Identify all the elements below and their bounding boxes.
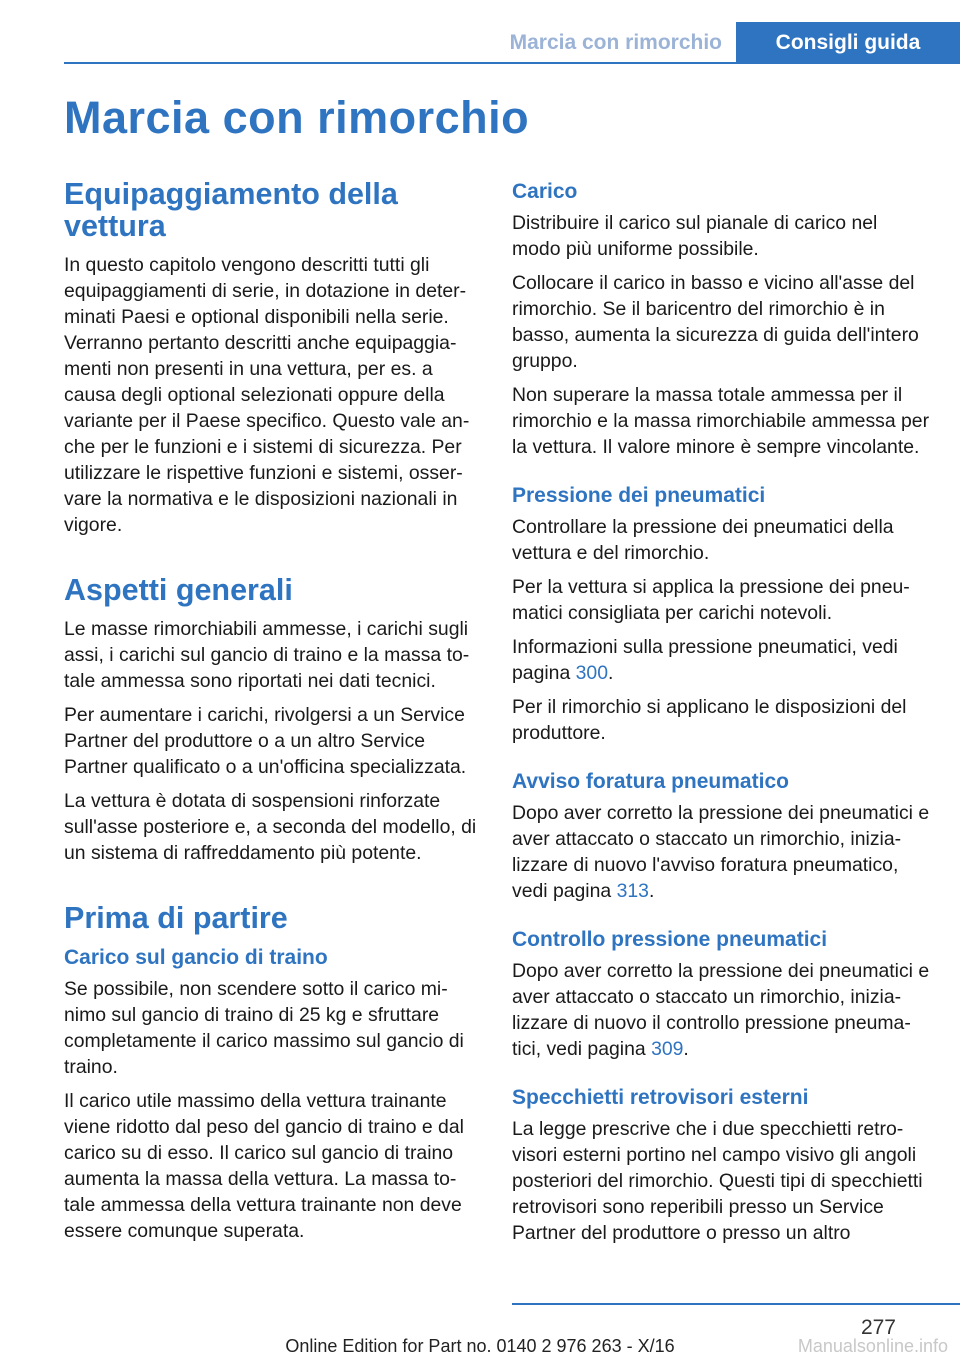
section-tab: Marcia con rimorchio <box>509 31 722 54</box>
monitor-text: Dopo aver corretto la pressione dei pneumatici e aver attaccato o staccato un rimorchio, inizializzare di nuovo il controllo pressione pneumatici, vedi pagina <box>512 960 930 1060</box>
load-paragraph-2: Collocare il carico in basso e vicino all'asse del rimorchio. Se il baricentro del rimorchio è in basso, aumenta la sicurezza di guida dell'intero gruppo. <box>512 272 919 372</box>
mirrors-heading: Specchietti retrovisori esterni <box>512 1086 809 1109</box>
watermark: Manualsonline.info <box>797 1336 948 1356</box>
pressure-monitor-heading: Controllo pressione pneumatici <box>512 928 828 951</box>
flat-text: Dopo aver corretto la pressione dei pneumatici e aver attaccato o staccato un rimorchio, inizializzare di nuovo l'avviso foratura pneumatico, vedi pagina <box>512 802 930 902</box>
hitch-paragraph-2: Il carico utile massimo della vettura trainante viene ridotto dal peso del gancio di traino e dal carico su di esso. Il carico sul gancio di traino aumenta la massa della vettura. La massa totale ammessa della vettura trainante non deve essere comunque superata. <box>64 1090 464 1242</box>
footer-rule <box>512 1303 960 1305</box>
pressure-paragraph-4: Per il rimorchio si applicano le disposizioni del produttore. <box>512 696 907 744</box>
edition-footer: Online Edition for Part no. 0140 2 976 263 - X/16 <box>285 1336 675 1356</box>
right-column <box>512 178 930 1254</box>
header-rule <box>64 62 960 64</box>
flat-tire-warning-heading: Avviso foratura pneumatico <box>512 770 789 793</box>
general-paragraph-2: Per aumentare i carichi, rivolgersi a un Service Partner del produttore o a un altro Service Partner qualificato o a un'officina specializzata. <box>64 704 467 778</box>
pressure-paragraph-1: Controllare la pressione dei pneumatici della vettura e del rimorchio. <box>512 516 894 564</box>
left-column <box>64 178 480 1252</box>
load-paragraph-3: Non superare la massa totale ammessa per il rimorchio e la massa rimorchiabile ammessa per la vettura. Il valore minore è sempre vincolante. <box>512 384 930 458</box>
page-link-300[interactable]: 300 <box>575 662 608 684</box>
page-link-309[interactable]: 309 <box>651 1038 684 1060</box>
general-heading: Aspetti generali <box>64 573 293 607</box>
pressure-monitor-paragraph: Dopo aver corretto la pressione dei pneumatici e aver attaccato o staccato un rimorchio, inizializzare di nuovo il controllo pressione pneumatici, vedi pagina 309. <box>512 960 930 1060</box>
general-paragraph-1: Le masse rimorchiabili ammesse, i carichi sugli assi, i carichi sul gancio di traino e la massa totale ammessa sono riportati nei dati tecnici. <box>64 618 470 692</box>
equipment-heading: Equipaggiamento della vettura <box>64 177 398 243</box>
mirrors-paragraph: La legge prescrive che i due specchietti retrovisori esterni portino nel campo visivo gli angoli posteriori del rimorchio. Questi tipi di specchietti retrovisori sono reperibili presso un Service Partner del produttore o presso un altro <box>512 1118 923 1244</box>
pressure-text: Informazioni sulla pressione pneumatici, vedi pagina <box>512 636 898 684</box>
tire-pressure-heading: Pressione dei pneumatici <box>512 484 766 507</box>
hitch-paragraph-1: Se possibile, non scendere sotto il carico minimo sul gancio di traino di 25 kg e sfruttare completamente il carico massimo sul gancio di traino. <box>64 978 464 1078</box>
general-paragraph-3: La vettura è dotata di sospensioni rinforzate sull'asse posteriore e, a seconda del modello, di un sistema di raffreddamento più potente. <box>64 790 477 864</box>
equipment-paragraph: In questo capitolo vengono descritti tutti gli equipaggiamenti di serie, in dotazione in determinati Paesi e optional disponibili nella serie. Verranno pertanto descritti anche equipaggiamenti non presenti in una vettura, per es. a causa degli optional selezionati oppure della variante per il Paese specifico. Questo vale anche per le funzioni e i sistemi di sicurezza. Per utilizzare le rispettive funzioni e sistemi, osservare la normativa e le disposizioni nazionali in vigore. <box>64 254 470 536</box>
chapter-tab: Consigli guida <box>736 22 960 64</box>
page-number: 277 <box>860 1316 896 1339</box>
page-title: Marcia con rimorchio <box>64 92 530 143</box>
page-link-313[interactable]: 313 <box>616 880 649 902</box>
hitch-load-heading: Carico sul gancio di traino <box>64 946 328 969</box>
pressure-paragraph-3: Informazioni sulla pressione pneumatici, vedi pagina 300. <box>512 636 898 684</box>
pressure-paragraph-2: Per la vettura si applica la pressione dei pneumatici consigliata per carichi notevoli. <box>512 576 910 624</box>
flat-tire-paragraph: Dopo aver corretto la pressione dei pneumatici e aver attaccato o staccato un rimorchio, inizializzare di nuovo l'avviso foratura pneumatico, vedi pagina 313. <box>512 802 930 902</box>
before-driving-heading: Prima di partire <box>64 901 288 935</box>
load-paragraph-1: Distribuire il carico sul pianale di carico nel modo più uniforme possibile. <box>512 212 878 260</box>
load-heading: Carico <box>512 180 578 203</box>
